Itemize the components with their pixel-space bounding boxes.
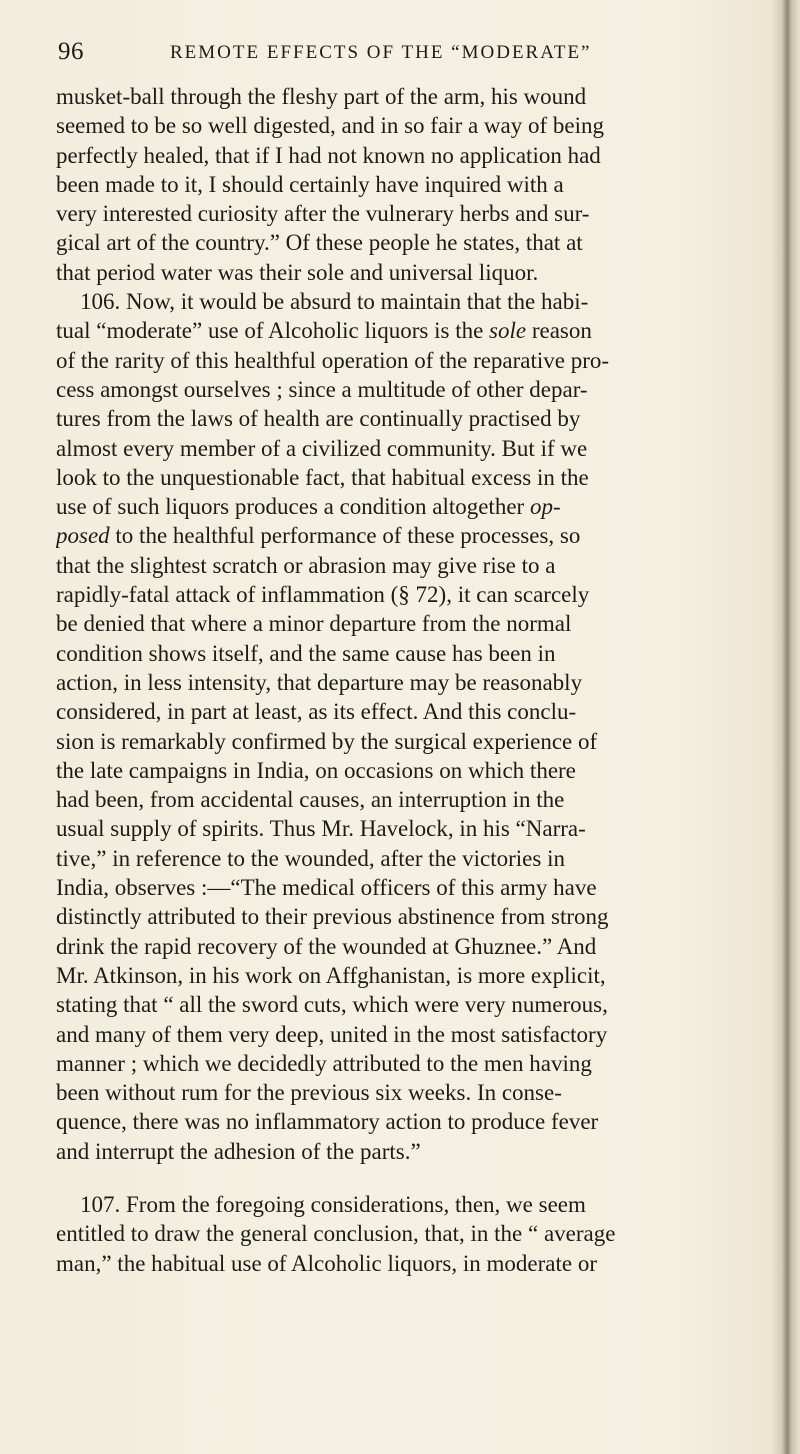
text-line: entitled to draw the general conclusion, that, in the “ average: [56, 1221, 616, 1247]
italic-word: posed: [56, 523, 110, 549]
text-line: drink the rapid recovery of the wounded at Ghuznee.” And: [56, 933, 597, 959]
text-line: [56, 521, 772, 550]
text-line: be denied that where a minor departure from the normal: [56, 611, 572, 637]
text-line: almost every member of a civilized community. But if we: [56, 435, 588, 461]
italic-word: op-: [529, 494, 561, 520]
text-line: had been, from accidental causes, an interruption in the: [56, 787, 565, 813]
text-line: and many of them very deep, united in the most satisfactory: [56, 1021, 608, 1047]
text-line: Mr. Atkinson, in his work on Affghanistan, is more explicit,: [56, 962, 606, 988]
page-gutter: [772, 0, 800, 1454]
text-line: action, in less intensity, that departure may be reasonably: [56, 669, 583, 695]
paragraph-107-start: 107. From the foregoing considerations, then, we seem: [80, 1191, 586, 1217]
italic-word: sole: [489, 318, 527, 344]
text-line: usual supply of spirits. Thus Mr. Havelock, in his “Narra-: [56, 816, 586, 842]
text-line: stating that “ all the sword cuts, which were very numerous,: [56, 992, 608, 1018]
text-line: of the rarity of this healthful operation of the reparative pro-: [56, 347, 610, 373]
text-line: [56, 316, 772, 345]
text-line: [56, 492, 772, 521]
body-text: [56, 82, 772, 1278]
text-line: manner ; which we decidedly attributed to the men having: [56, 1050, 592, 1076]
text-segment: reason: [526, 318, 592, 344]
text-line: that the slightest scratch or abrasion may give rise to a: [56, 552, 556, 578]
text-line: man,” the habitual use of Alcoholic liquors, in moderate or: [56, 1250, 597, 1276]
text-line: India, observes :—“The medical officers of this army have: [56, 875, 597, 901]
text-line: rapidly-fatal attack of inflammation (§ 72), it can scarcely: [56, 582, 590, 608]
text-line: very interested curiosity after the vulnerary herbs and sur-: [56, 201, 590, 227]
text-line: been made to it, I should certainly have inquired with a: [56, 171, 564, 197]
text-segment: tual “moderate” use of Alcoholic liquors is the: [56, 318, 490, 344]
text-line: considered, in part at least, as its effect. And this conclu-: [56, 699, 577, 725]
text-segment: use of such liquors produces a condition altogether: [56, 494, 530, 520]
text-line: gical art of the country.” Of these people he states, that at: [56, 230, 583, 256]
text-line: that period water was their sole and universal liquor.: [56, 259, 539, 285]
text-line: tures from the laws of health are continually practised by: [56, 406, 581, 432]
text-segment: to the healthful performance of these processes, so: [115, 523, 581, 549]
paragraph-106-start: 106. Now, it would be absurd to maintain that the habi-: [80, 289, 589, 315]
text-line: musket-ball through the fleshy part of the arm, his wound: [56, 84, 587, 109]
paragraph-gap: [56, 1166, 772, 1190]
text-line: tive,” in reference to the wounded, after the victories in: [56, 845, 565, 871]
text-line: condition shows itself, and the same cause has been in: [56, 640, 556, 666]
text-line: distinctly attributed to their previous abstinence from strong: [56, 904, 609, 930]
text-line: and interrupt the adhesion of the parts.”: [56, 1138, 421, 1164]
text-line: been without rum for the previous six weeks. In conse-: [56, 1080, 562, 1106]
text-line: quence, there was no inflammatory action to produce fever: [56, 1109, 599, 1135]
page-number: 96: [58, 38, 84, 65]
running-head: REMOTE EFFECTS OF THE “MODERATE”: [170, 42, 592, 63]
text-line: look to the unquestionable fact, that habitual excess in the: [56, 464, 589, 490]
page-header: [58, 38, 738, 68]
text-line: sion is remarkably confirmed by the surgical experience of: [56, 728, 598, 754]
text-line: the late campaigns in India, on occasions on which there: [56, 757, 576, 783]
text-line: perfectly healed, that if I had not known no application had: [56, 142, 601, 168]
text-line: cess amongst ourselves ; since a multitude of other depar-: [56, 376, 588, 402]
text-line: seemed to be so well digested, and in so fair a way of being: [56, 113, 605, 139]
